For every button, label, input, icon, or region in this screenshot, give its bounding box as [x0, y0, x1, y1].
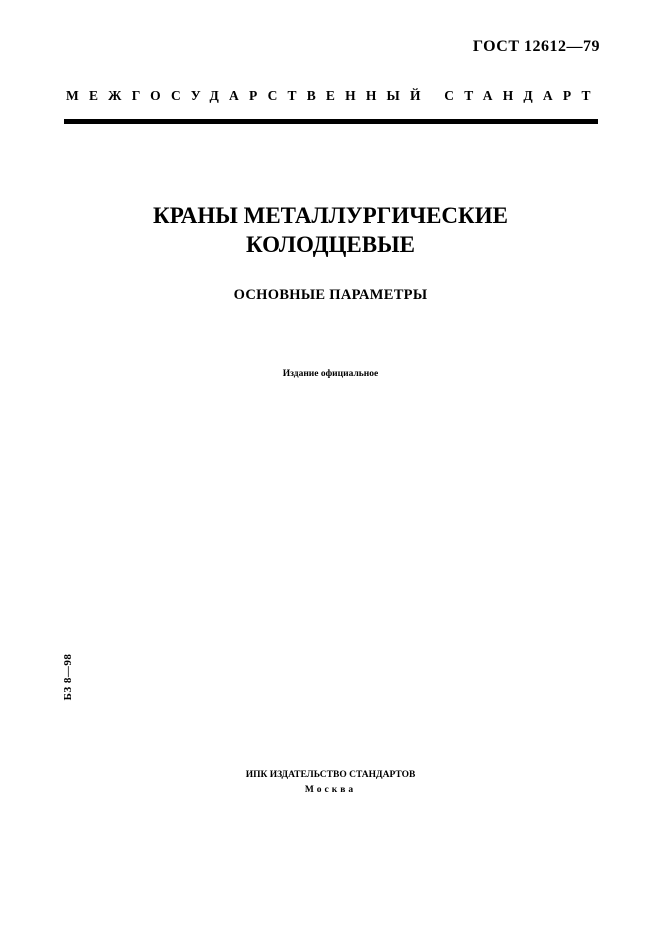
standard-type-heading: МЕЖГОСУДАРСТВЕННЫЙ СТАНДАРТ — [66, 88, 601, 103]
edition-note: Издание официальное — [282, 369, 379, 379]
side-code-container — [58, 652, 78, 702]
title-line-1: КРАНЫ МЕТАЛЛУРГИЧЕСКИЕ — [153, 203, 508, 228]
side-code: БЗ 8—98 — [62, 653, 74, 701]
publisher-city: Москва — [304, 785, 357, 795]
header-rule — [64, 119, 598, 124]
title-line-2: КОЛОДЦЕВЫЕ — [245, 232, 416, 257]
document-subtitle: ОСНОВНЫЕ ПАРАМЕТРЫ — [233, 287, 428, 303]
standard-code: ГОСТ 12612—79 — [472, 38, 600, 55]
document-title — [0, 201, 661, 259]
publisher-name: ИПК ИЗДАТЕЛЬСТВО СТАНДАРТОВ — [245, 770, 416, 780]
